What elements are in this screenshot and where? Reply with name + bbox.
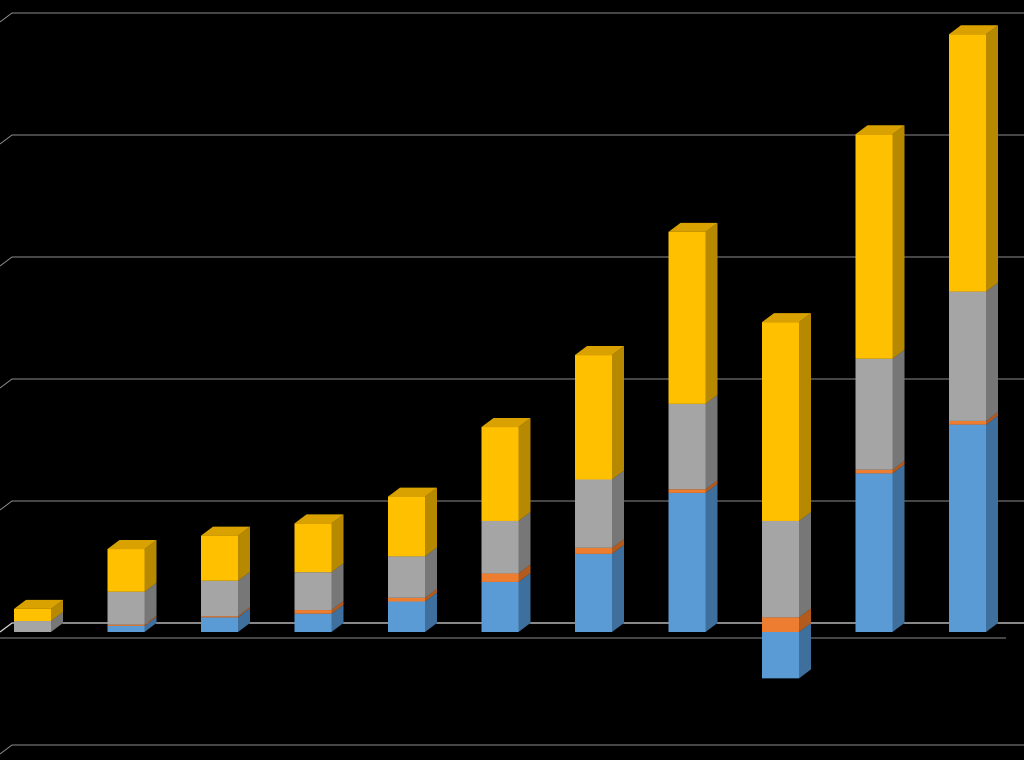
bar-stack — [949, 25, 998, 632]
bar-segment — [949, 421, 986, 425]
bar-segment — [295, 614, 332, 632]
bars — [14, 25, 998, 678]
bar-segment — [482, 521, 519, 573]
bar-side — [893, 464, 905, 632]
bar-side — [519, 512, 531, 573]
bar-side — [332, 514, 344, 572]
bar-segment — [669, 489, 706, 493]
bar-side — [799, 512, 811, 617]
bar-stack — [295, 514, 344, 632]
gridline — [0, 13, 1024, 22]
bar-side — [893, 350, 905, 470]
bar-side — [145, 540, 157, 592]
bar-segment — [108, 549, 145, 592]
bar-side — [519, 573, 531, 632]
bar-side — [799, 623, 811, 678]
bar-stack — [669, 223, 718, 632]
bar-segment — [856, 473, 893, 632]
bar-side — [893, 125, 905, 358]
bar-segment — [762, 632, 799, 678]
bar-segment — [575, 554, 612, 632]
bar-segment — [14, 621, 51, 632]
bar-segment — [482, 573, 519, 582]
bar-segment — [482, 582, 519, 632]
bar-segment — [575, 355, 612, 479]
bar-segment — [762, 617, 799, 632]
bar-segment — [14, 609, 51, 621]
bar-stack — [575, 346, 624, 632]
bar-stack — [14, 600, 63, 632]
bar-side — [612, 471, 624, 548]
bar-stack — [482, 418, 531, 632]
bar-segment — [201, 536, 238, 581]
bar-side — [986, 25, 998, 291]
bar-segment — [669, 493, 706, 632]
bar-segment — [388, 602, 425, 633]
bar-segment — [575, 548, 612, 554]
bar-side — [706, 223, 718, 404]
bar-segment — [295, 572, 332, 610]
bar-side — [519, 418, 531, 521]
bar-side — [612, 346, 624, 479]
bar-stack — [856, 125, 905, 632]
bar-stack — [108, 540, 157, 632]
bar-segment — [856, 359, 893, 470]
bar-segment — [388, 556, 425, 597]
bar-side — [706, 484, 718, 632]
bar-stack — [388, 488, 437, 632]
bar-stack — [762, 313, 811, 678]
bar-segment — [108, 625, 145, 626]
bar-segment — [669, 232, 706, 404]
bar-segment — [949, 292, 986, 421]
bar-side — [612, 545, 624, 632]
bar-segment — [388, 497, 425, 557]
bar-segment — [295, 610, 332, 614]
bar-segment — [388, 598, 425, 602]
bar-segment — [669, 404, 706, 489]
bar-side — [986, 283, 998, 421]
bar-segment — [856, 134, 893, 358]
bar-segment — [201, 617, 238, 632]
bar-segment — [762, 521, 799, 617]
bar-side — [986, 416, 998, 632]
bar-side — [238, 527, 250, 581]
bar-stack — [201, 527, 250, 632]
bar-segment — [108, 592, 145, 625]
bar-segment — [575, 480, 612, 548]
bar-segment — [482, 427, 519, 521]
bar-side — [425, 488, 437, 557]
bar-segment — [762, 322, 799, 521]
bar-segment — [201, 581, 238, 616]
bar-segment — [949, 425, 986, 632]
gridline — [0, 745, 1024, 754]
bar-side — [799, 313, 811, 521]
bar-segment — [949, 34, 986, 291]
bar-side — [706, 395, 718, 489]
bar-segment — [108, 626, 145, 632]
bar-segment — [201, 616, 238, 617]
bar-segment — [295, 523, 332, 572]
bar-segment — [856, 470, 893, 474]
